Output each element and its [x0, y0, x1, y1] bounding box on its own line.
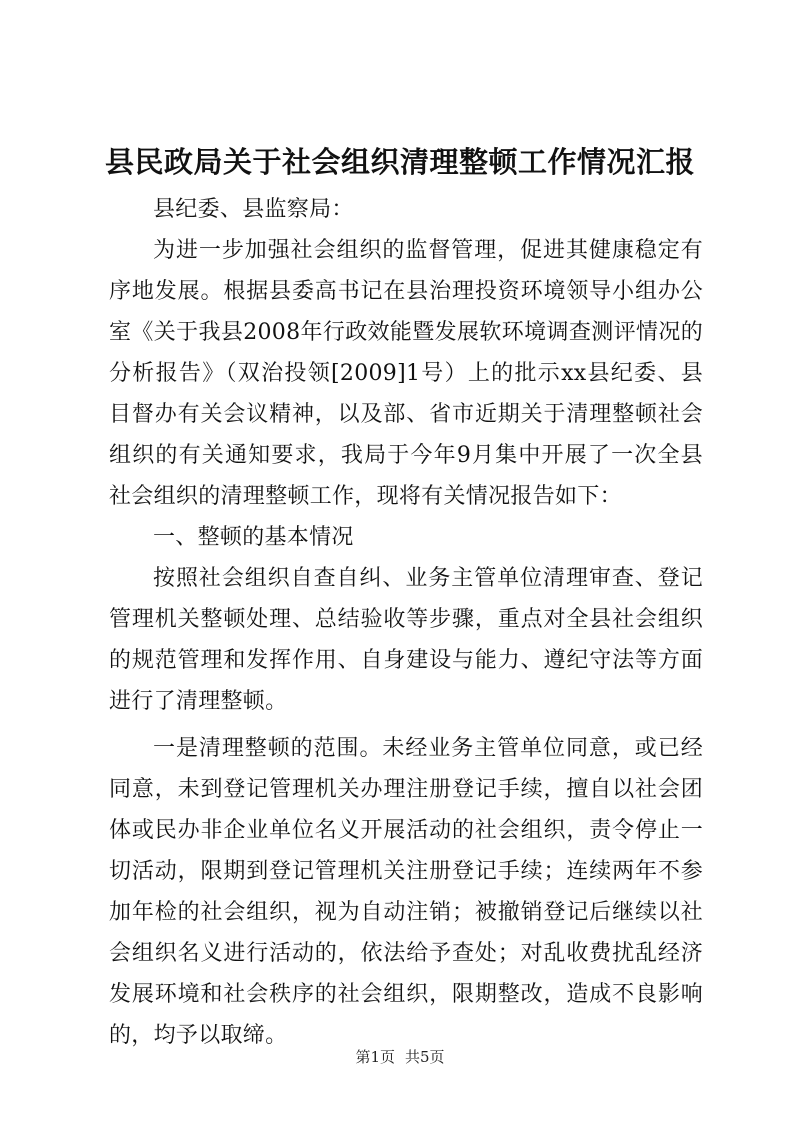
page-footer [0, 1047, 800, 1067]
salutation: 县纪委、县监察局： [153, 197, 354, 222]
page-total: 共5页 [405, 1048, 445, 1066]
paragraph-basic-situation: 按照社会组织自查自纠、业务主管单位清理审查、登记管理机关整顿处理、总结验收等步骤，重点对全县社会组织的规范管理和发挥作用、自身建设与能力、遵纪守法等方面进行了清理整顿。 [109, 566, 703, 714]
document-body [109, 189, 703, 1056]
section-heading: 一、整顿的基本情况 [153, 525, 354, 550]
paragraph-scope: 一是清理整顿的范围。未经业务主管单位同意，或已经同意，未到登记管理机关办理注册登记手续，擅自以社会团体或民办非企业单位名义开展活动的社会组织，责令停止一切活动，限期到登记管理机关注册登记手续；连续两年不参加年检的社会组织，视为自动注销；被撤销登记后继续以社会组织名义进行活动的，依法给予查处；对乱收费扰乱经济发展环境和社会秩序的社会组织，限期整改，造成不良影响的，均予以取缔。 [109, 736, 703, 1048]
page-number: 第1页 [355, 1048, 395, 1066]
document-title: 县民政局关于社会组织清理整顿工作情况汇报 [104, 145, 695, 179]
paragraph-intro: 为进一步加强社会组织的监督管理，促进其健康稳定有序地发展。根据县委高书记在县治理投资环境领导小组办公室《关于我县2008年行政效能暨发展软环境调查测评情况的分析报告》（双治投领[2009]1号）上的批示xx县纪委、县目督办有关会议精神，以及部、省市近期关于清理整顿社会组织的有关通知要求，我局于今年9月集中开展了一次全县社会组织的清理整顿工作，现将有关情况报告如下： [109, 238, 703, 509]
